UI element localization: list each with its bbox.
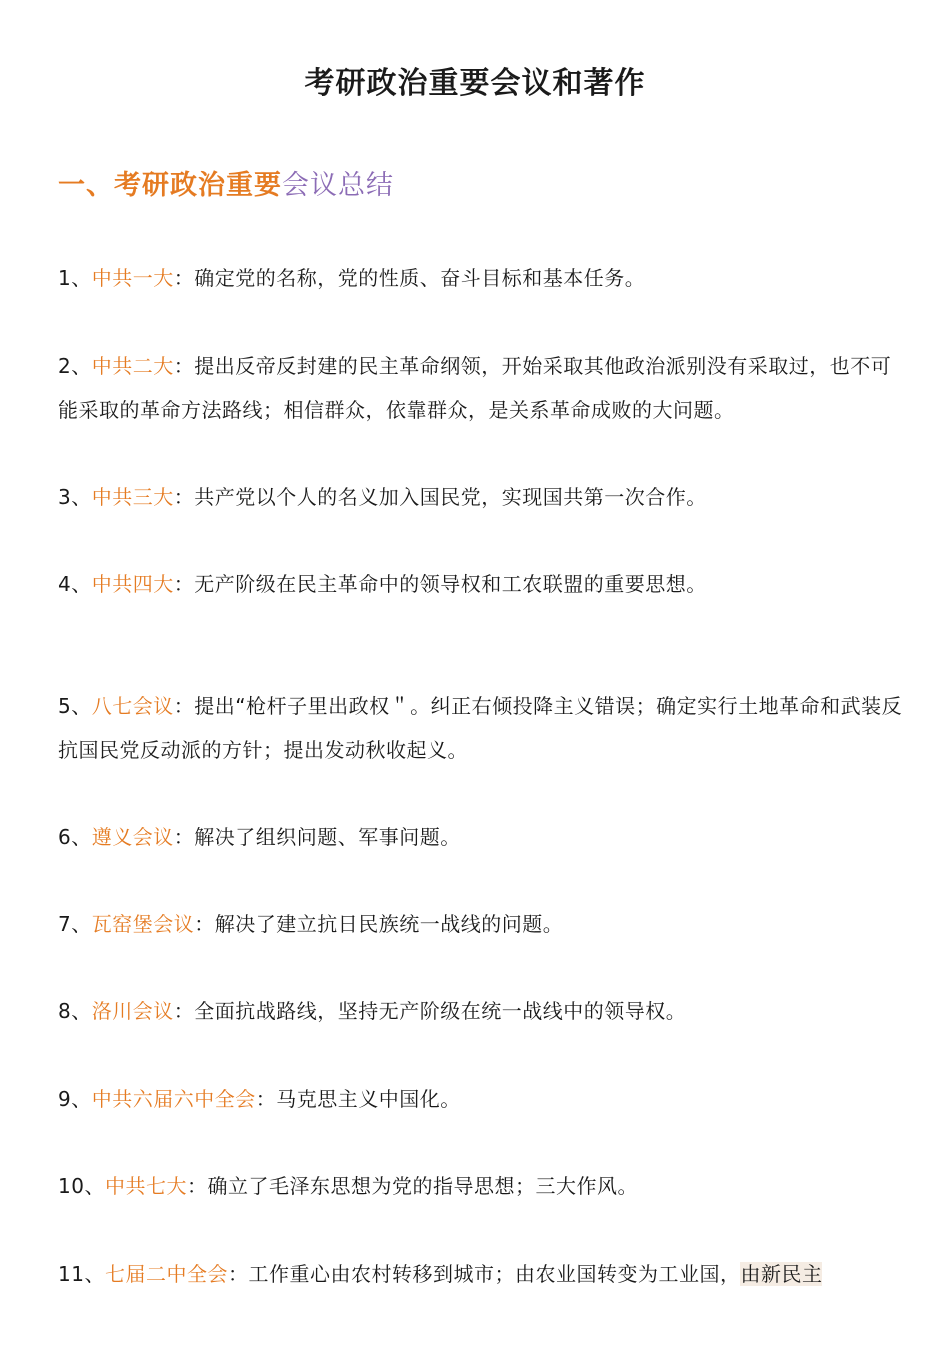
list-item <box>58 1252 908 1296</box>
item-text: 共产党以个人的名义加入国民党，实现国共第一次合作。 <box>194 485 707 509</box>
item-text: 解决了建立抗日民族统一战线的问题。 <box>214 912 564 936</box>
list-item <box>58 475 908 519</box>
section-heading-suffix: 会议总结 <box>282 170 394 201</box>
section-heading <box>58 163 394 202</box>
item-term: 中共二大 <box>91 354 174 378</box>
section-heading-prefix: 一、考研政治重要 <box>58 170 282 201</box>
item-separator: ： <box>186 1174 208 1198</box>
item-number: 2、 <box>58 354 92 378</box>
item-term: 七届二中全会 <box>104 1262 228 1286</box>
item-text: 提出反帝反封建的民主革命纲领，开始采取其他政治派别没有采取过，也不可能采取的革命方法路线；相信群众，依靠群众，是关系革命成败的大问题。 <box>58 354 892 422</box>
list-item <box>58 344 908 432</box>
item-text: 无产阶级在民主革命中的领导权和工农联盟的重要思想。 <box>194 572 707 596</box>
item-text: 工作重心由农村转移到城市；由农业国转变为工业国， <box>248 1262 741 1286</box>
list-item <box>58 815 908 859</box>
item-separator: ： <box>173 999 195 1023</box>
item-term: 中共四大 <box>91 572 174 596</box>
list-item <box>58 1077 908 1121</box>
item-separator: ： <box>173 485 195 509</box>
item-term: 中共七大 <box>104 1174 187 1198</box>
item-term: 遵义会议 <box>91 825 174 849</box>
item-term: 瓦窑堡会议 <box>91 912 195 936</box>
list-item <box>58 684 908 772</box>
list-item <box>58 989 908 1033</box>
item-text: 确立了毛泽东思想为党的指导思想；三大作风。 <box>207 1174 638 1198</box>
item-separator: ： <box>173 572 195 596</box>
item-term: 中共一大 <box>91 266 174 290</box>
item-number: 11、 <box>58 1262 105 1286</box>
list-item <box>58 902 908 946</box>
item-number: 6、 <box>58 825 92 849</box>
item-text: 提出“枪杆子里出政权＂。纠正右倾投降主义错误；确定实行土地革命和武装反抗国民党反动派的方针；提出发动秋收起义。 <box>58 694 903 762</box>
item-text: 解决了组织问题、军事问题。 <box>194 825 461 849</box>
item-term: 中共六届六中全会 <box>91 1087 256 1111</box>
item-separator: ： <box>173 354 195 378</box>
item-separator: ： <box>255 1087 277 1111</box>
item-number: 5、 <box>58 694 92 718</box>
item-separator: ： <box>173 825 195 849</box>
item-text: 全面抗战路线，坚持无产阶级在统一战线中的领导权。 <box>194 999 687 1023</box>
item-number: 4、 <box>58 572 92 596</box>
item-separator: ： <box>173 694 195 718</box>
item-term: 洛川会议 <box>91 999 174 1023</box>
document-title: 考研政治重要会议和著作 <box>304 66 646 101</box>
item-number: 3、 <box>58 485 92 509</box>
item-text: 确定党的名称，党的性质、奋斗目标和基本任务。 <box>194 266 646 290</box>
item-number: 1、 <box>58 266 92 290</box>
list-item <box>58 562 908 606</box>
item-term: 八七会议 <box>91 694 174 718</box>
item-number: 9、 <box>58 1087 92 1111</box>
item-number: 8、 <box>58 999 92 1023</box>
list-item <box>58 1164 908 1208</box>
item-separator: ： <box>227 1262 249 1286</box>
item-number: 10、 <box>58 1174 105 1198</box>
highlighted-text: 由新民主 <box>740 1262 823 1286</box>
item-term: 中共三大 <box>91 485 174 509</box>
item-separator: ： <box>173 266 195 290</box>
item-separator: ： <box>194 912 215 936</box>
list-item <box>58 256 908 300</box>
item-number: 7、 <box>58 912 92 936</box>
item-text: 马克思主义中国化。 <box>276 1087 461 1111</box>
